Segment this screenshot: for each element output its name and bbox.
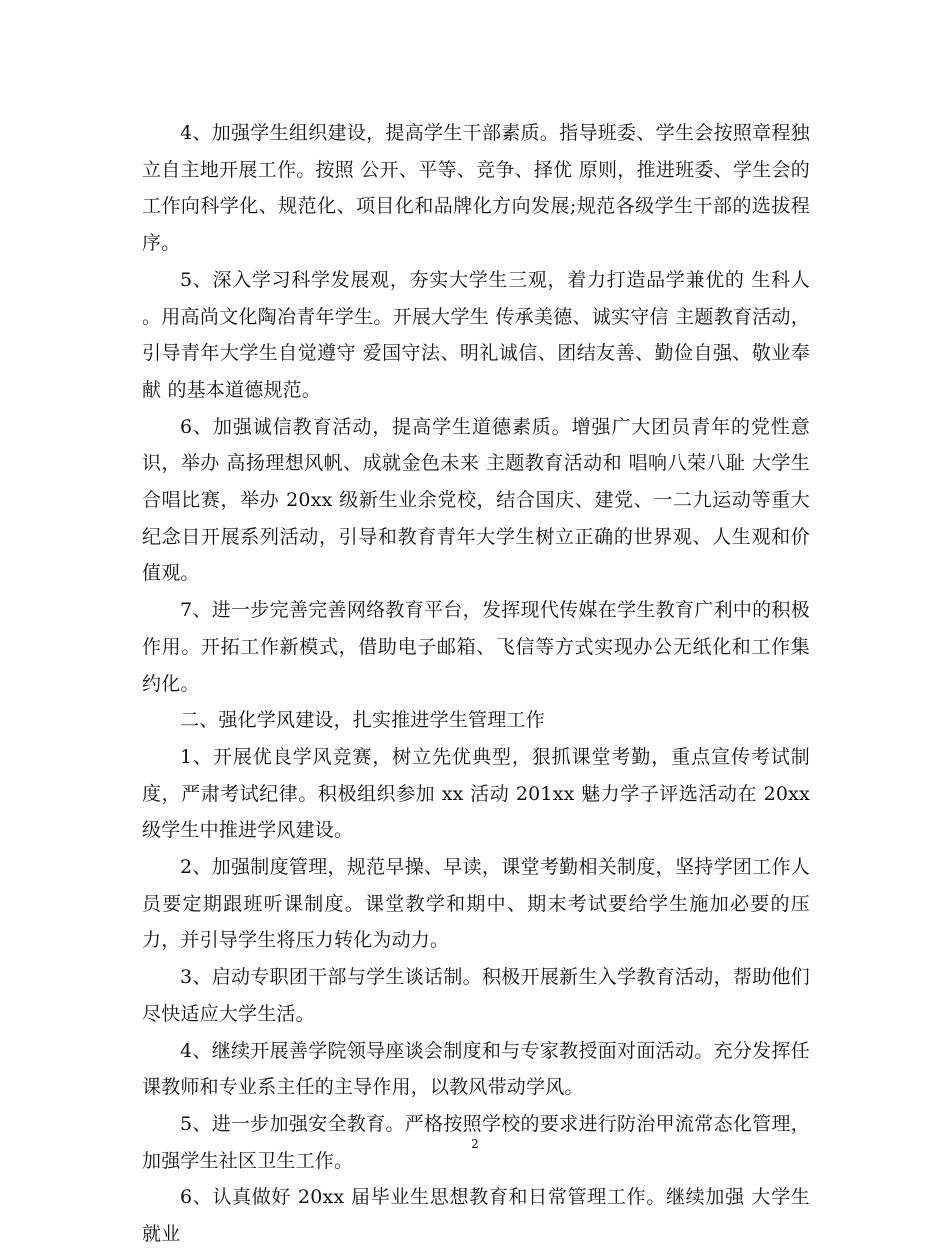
paragraph-leader-forum: 4、继续开展善学院领导座谈会制度和与专家教授面对面活动。充分发挥任课教师和专业系主任的主导作用，以教风带动学风。 xyxy=(142,1039,810,1099)
paragraph-network-platform: 7、进一步完善完善网络教育平台，发挥现代传媒在学生教育广利中的积极作用。开拓工作新模式，借助电子邮箱、飞信等方式实现办公无纸化和工作集约化。 xyxy=(142,599,810,695)
paragraph-safety-education: 5、进一步加强安全教育。严格按照学校的要求进行防治甲流常态化管理，加强学生社区卫生工作。 xyxy=(142,1112,810,1172)
paragraph-integrity-education: 6、加强诚信教育活动，提高学生道德素质。增强广大团员青年的党性意识，举办 高扬理想风帆、成就金色未来 主题教育活动和 唱响八荣八耻 大学生合唱比赛，举办 20xx 级新生业余党校，结合国庆、建党、一二九运动等重大纪念日开展系列活动，引导和教育青年大学生树立正确的世界观、人生观和价值观。 xyxy=(142,415,810,585)
paragraph-scientific-development: 5、深入学习科学发展观，夯实大学生三观，着力打造品学兼优的 生科人 。用高尚文化陶冶青年学生。开展大学生 传承美德、诚实守信 主题教育活动，引导青年大学生自觉遵守 爱国守法、明礼诚信、团结友善、勤俭自强、敬业奉献 的基本道德规范。 xyxy=(142,268,810,401)
paragraph-student-organization: 4、加强学生组织建设，提高学生干部素质。指导班委、学生会按照章程独立自主地开展工作。按照 公开、平等、竞争、择优 原则，推进班委、学生会的工作向科学化、规范化、项目化和品牌化方向发展;规范各级学生干部的选拔程序。 xyxy=(142,122,810,255)
paragraph-cadre-talks: 3、启动专职团干部与学生谈话制。积极开展新生入学教育活动，帮助他们尽快适应大学生活。 xyxy=(142,966,810,1025)
paragraph-system-management: 2、加强制度管理，规范早操、早读，课堂考勤相关制度，坚持学团工作人员要定期跟班听课制度。课堂教学和期中、期末考试要给学生施加必要的压力，并引导学生将压力转化为动力。 xyxy=(142,856,810,952)
page-number: 2 xyxy=(471,1137,479,1151)
section-heading-study-style: 二、强化学风建设，扎实推进学生管理工作 xyxy=(180,709,545,732)
paragraph-study-competition: 1、开展优良学风竞赛，树立先优典型，狠抓课堂考勤，重点宣传考试制度，严肃考试纪律。积极组织参加 xx 活动 201xx 魅力学子评选活动在 20xx 级学生中推进学风建设。 xyxy=(142,745,810,842)
paragraph-graduate-management: 6、认真做好 20xx 届毕业生思想教育和日常管理工作。继续加强 大学生就业 xyxy=(142,1186,810,1246)
document-body xyxy=(142,115,810,1253)
